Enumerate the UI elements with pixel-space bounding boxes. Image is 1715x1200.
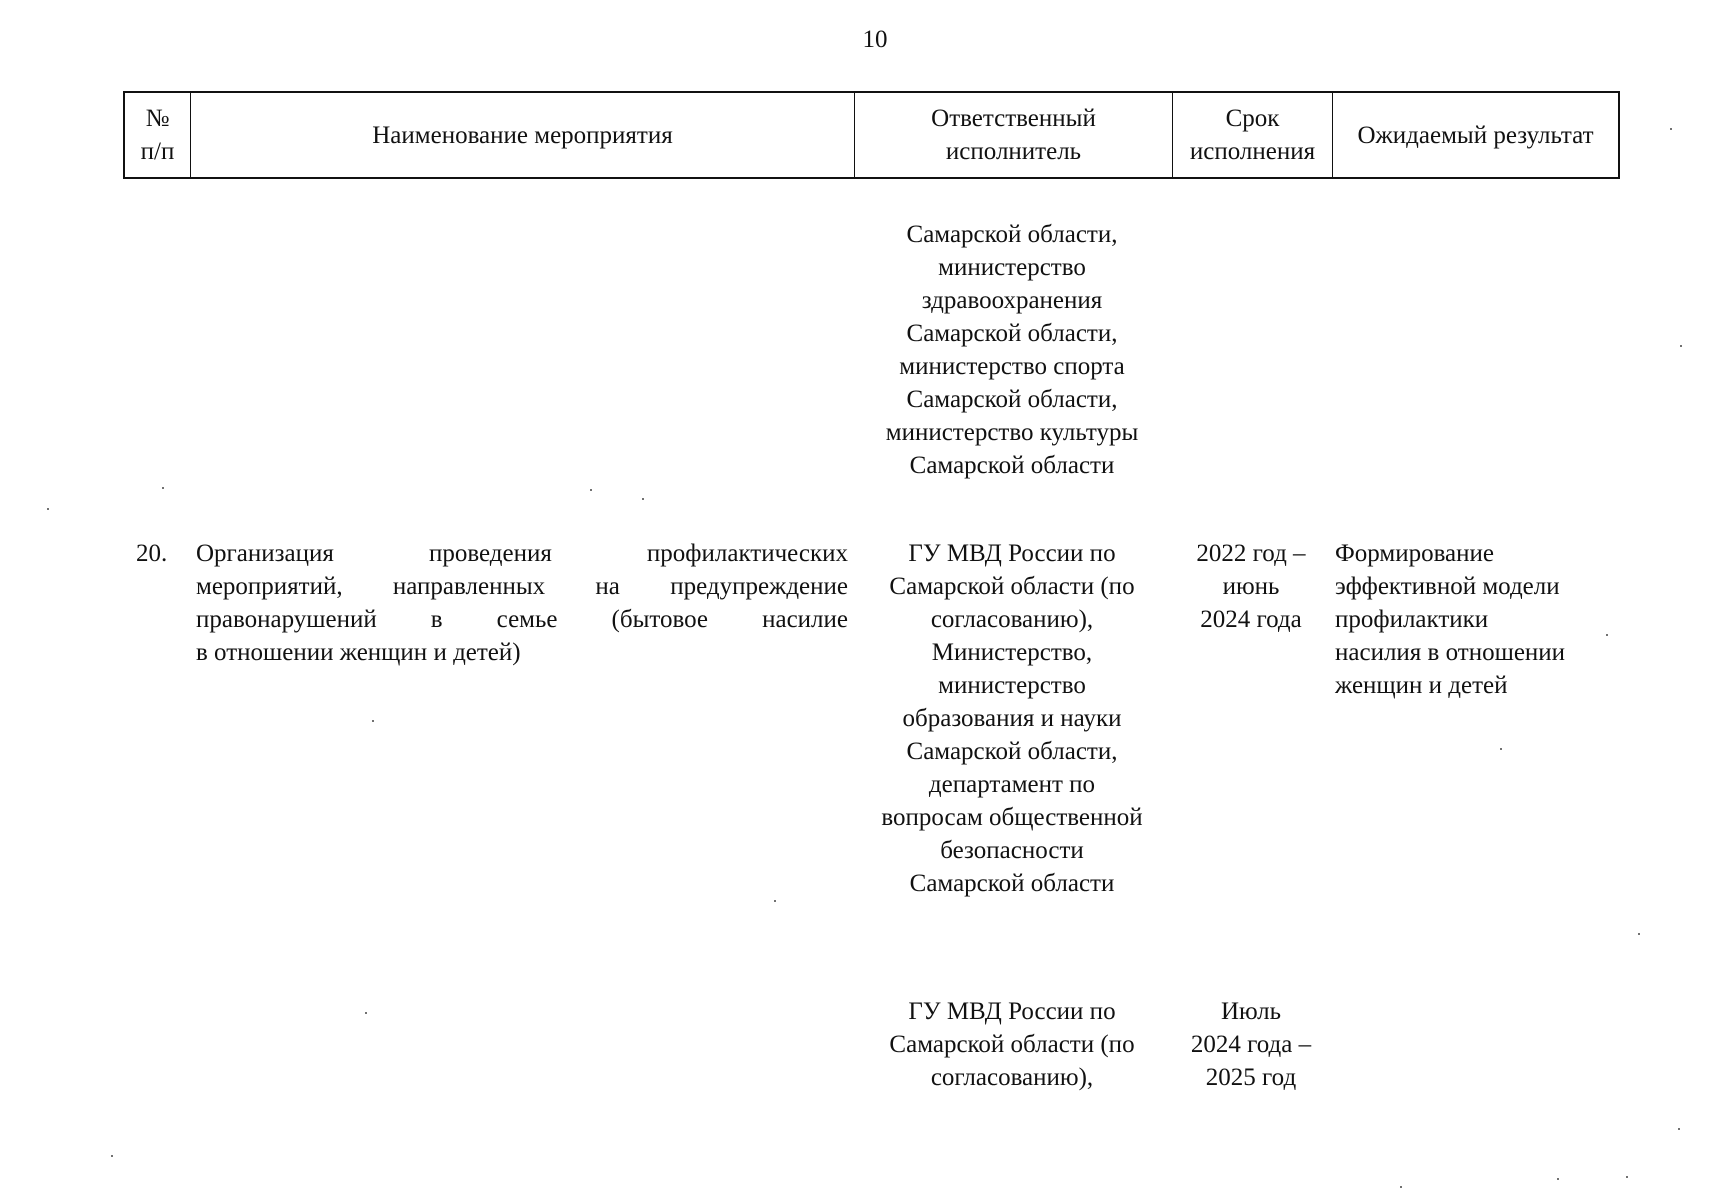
- header-term-column: Срок исполнения: [1173, 93, 1333, 177]
- scan-speck: [1400, 1186, 1402, 1188]
- table-header: [123, 91, 1620, 179]
- row-result-cell: Формирование эффективной модели профилактики насилия в отношении женщин и детей: [1335, 540, 1566, 699]
- page-number: 10: [862, 26, 888, 53]
- scan-speck: [1680, 345, 1682, 347]
- scan-speck: [1557, 1178, 1559, 1180]
- row-name-cell: [196, 537, 848, 669]
- row-term-cell: 2022 год – июнь 2024 года: [1196, 540, 1306, 633]
- row-name-line: в отношении женщин и детей): [196, 639, 521, 666]
- row-name-line: правонарушений в семье (бытовое насилие: [196, 606, 848, 633]
- header-responsible-column: Ответственный исполнитель: [855, 93, 1173, 177]
- scan-speck: [1678, 1128, 1680, 1130]
- header-result-column: Ожидаемый результат: [1357, 121, 1594, 149]
- row-responsible-cell-second: ГУ МВД России по Самарской области (по согласованию),: [889, 998, 1135, 1091]
- row-name-line: Организация проведения профилактических: [196, 540, 848, 567]
- row-term-cell-second: Июль 2024 года – 2025 год: [1190, 998, 1312, 1091]
- continued-responsible-cell: Самарской области, министерство здравоохранения Самарской области, министерство спорта Самарской области, министерство культуры Самарской области: [885, 221, 1139, 479]
- scan-speck: [162, 487, 164, 489]
- scan-speck: [590, 489, 592, 491]
- scan-speck: [1638, 933, 1640, 935]
- scan-speck: [1500, 748, 1502, 750]
- scan-speck: [372, 720, 374, 722]
- header-name-column: Наименование мероприятия: [191, 93, 855, 177]
- scan-speck: [111, 1155, 113, 1157]
- header-number-column: № п/п: [125, 93, 191, 177]
- row-name-line: мероприятий, направленных на предупреждение: [196, 573, 848, 600]
- scan-speck: [47, 508, 49, 510]
- row-number: 20.: [136, 540, 168, 567]
- scan-speck: [365, 1012, 367, 1014]
- scan-speck: [642, 498, 644, 500]
- row-responsible-cell: ГУ МВД России по Самарской области (по согласованию), Министерство, министерство образования и науки Самарской области, департамент по вопросам общественной безопасности Самарской области: [881, 540, 1143, 897]
- scan-speck: [1626, 1176, 1628, 1178]
- scan-speck: [774, 900, 776, 902]
- scan-speck: [1606, 634, 1608, 636]
- scan-speck: [1670, 128, 1672, 130]
